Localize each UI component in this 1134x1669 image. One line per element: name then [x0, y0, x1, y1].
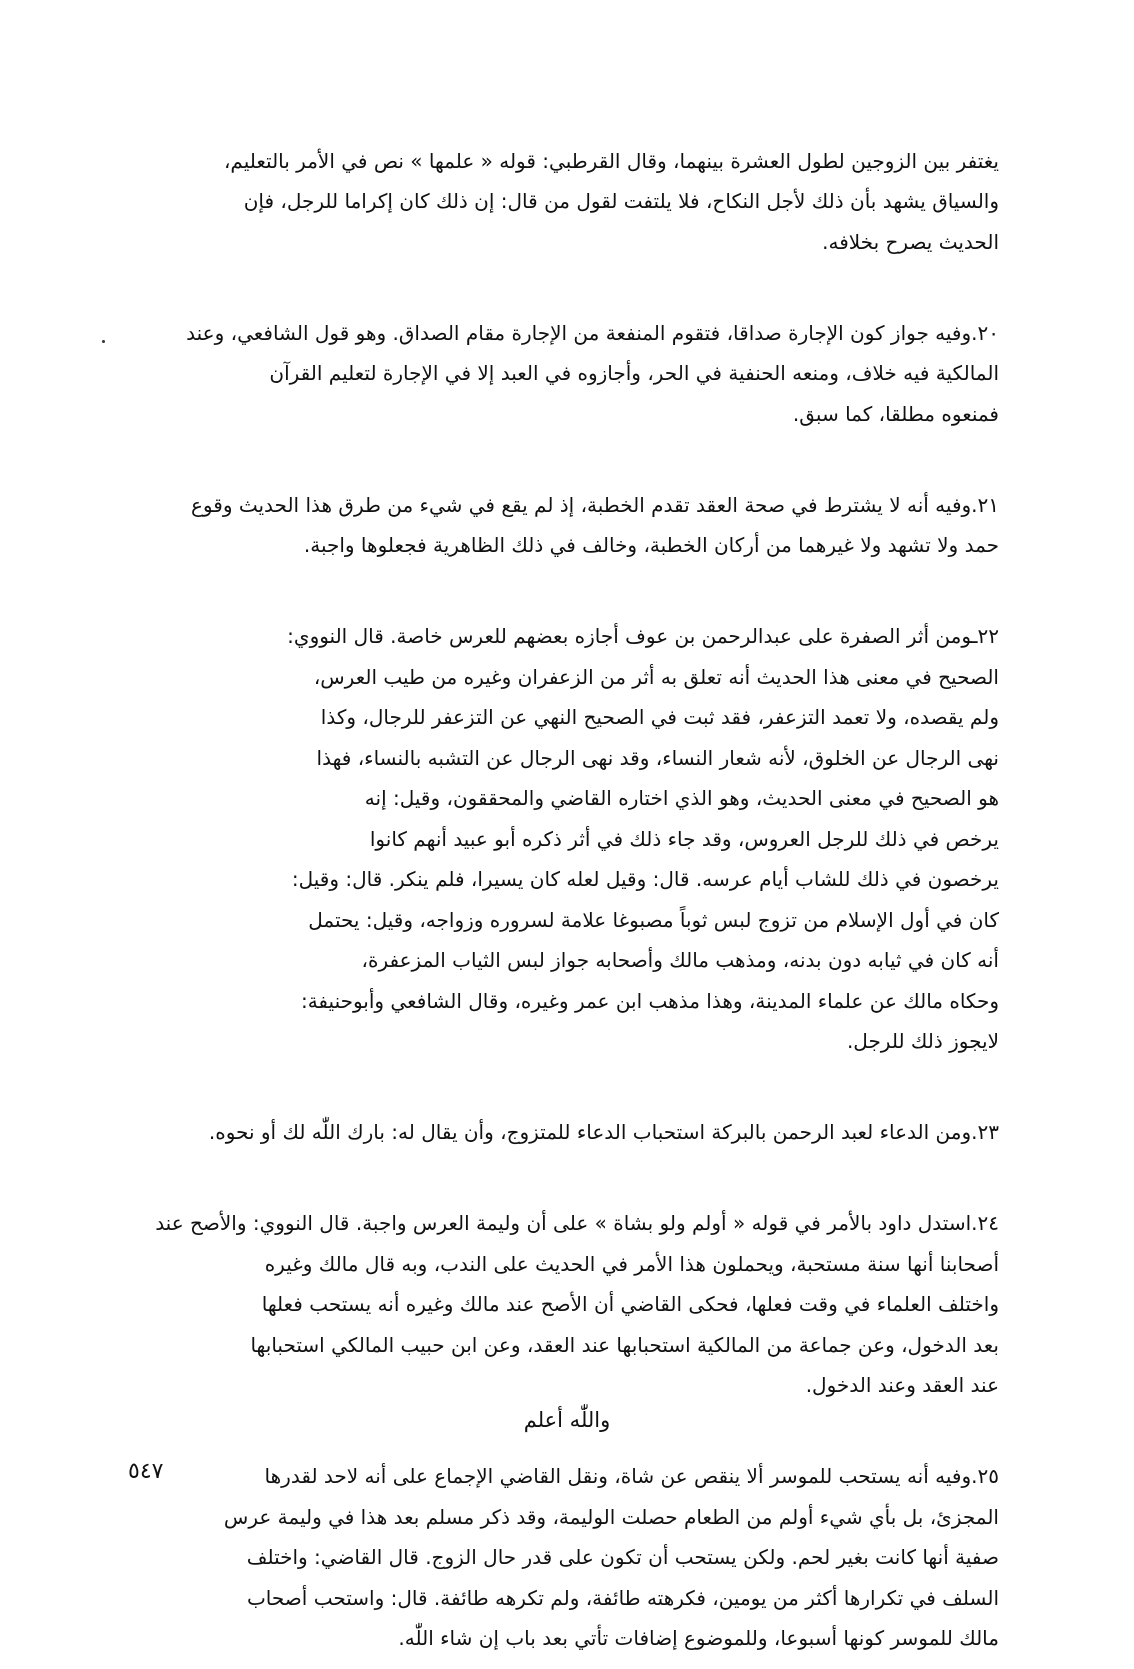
scan-speck	[102, 340, 105, 343]
paragraph-number: ٢٤.	[971, 1211, 999, 1235]
paragraph-continuation	[109, 100, 999, 262]
page-number: ٥٤٧	[128, 1459, 164, 1484]
paragraph-22	[109, 576, 999, 1062]
paragraph-24	[109, 1163, 999, 1406]
paragraph-text: وفيه جواز كون الإجارة صداقا، فتقوم المنفعة من الإجارة مقام الصداق. وهو قول الشافعي، وعند المالكية فيه خلاف، ومنعه الحنفية في الحر، وأجازوه في العبد إلا في الإجارة لتعليم القرآن فمنعوه مطلقا، كما سبق.	[186, 320, 999, 426]
paragraph-21	[109, 444, 999, 566]
paragraph-number: ٢٥.	[971, 1464, 999, 1488]
paragraph-number: ٢١.	[971, 492, 999, 517]
paragraph-text: وفيه أنه يستحب للموسر ألا ينقص عن شاة، ونقل القاضي الإجماع على أنه لاحد لقدرها المجزئ، بل بأي شيء أولم من الطعام حصلت الوليمة، وقد ذكر مسلم بعد هذا في وليمة عرس صفية أنها كانت بغير لحم. ولكن يستحب أن تكون على قدر حال الزوج. قال القاضي: واختلف السلف في تكرارها أكثر من يومين، فكرهته طائفة، ولم تكرهه طائفة. قال: واستحب أصحاب مالك للموسر كونها أسبوعا، وللموضوع إضافات تأتي بعد باب إن شاء اللّٰه.	[223, 1464, 999, 1650]
paragraph-25	[109, 1416, 999, 1659]
closing-phrase: واللّٰه أعلم	[523, 1408, 611, 1432]
paragraph-text: ومن أثر الصفرة على عبدالرحمن بن عوف أجازه بعضهم للعرس خاصة. قال النووي: الصحيح في معنى هذا الحديث أنه تعلق به أثر من الزعفران وغيره من طيب العرس، ولم يقصده، ولا تعمد التزعفر، فقد ثبت في الصحيح النهي عن التزعفر للرجال، وكذا نهى الرجال عن الخلوق، لأنه شعار النساء، وقد نهى الرجال عن التشبه بالنساء، فهذا هو الصحيح في معنى الحديث، وهو الذي اختاره القاضي والمحققون، وقيل: إنه يرخص في ذلك للرجل العروس، وقد جاء ذلك في أثر ذكره أبو عبيد أنهم كانوا يرخصون في ذلك للشاب أيام عرسه. قال: وقيل لعله كان يسيرا، فلم ينكر. قال: وقيل: كان في أول الإسلام من تزوج لبس ثوباً مصبوغا علامة لسروره وزواجه، وقيل: يحتمل أنه كان في ثيابه دون بدنه، ومذهب مالك وأصحابه جواز لبس الثياب المزعفرة، وحكاه مالك عن علماء المدينة، وهذا مذهب ابن عمر وغيره، وقال الشافعي وأبوحنيفة: لايجوز ذلك للرجل.	[287, 624, 999, 1053]
paragraph-text: ومن الدعاء لعبد الرحمن بالبركة استحباب الدعاء للمتزوج، وأن يقال له: بارك اللّٰه لك أو نحوه.	[208, 1120, 972, 1144]
paragraph-number: ٢٣.	[971, 1120, 999, 1144]
paragraph-text: وفيه أنه لا يشترط في صحة العقد تقدم الخطبة، إذ لم يقع في شيء من طرق هذا الحديث وقوع حمد ولا تشهد ولا غيرهما من أركان الخطبة، وخالف في ذلك الظاهرية فجعلوها واجبة.	[191, 492, 999, 557]
paragraph-number: ٢٢ـ	[971, 624, 999, 648]
paragraph-number: ٢٠.	[971, 320, 999, 345]
paragraph-20	[109, 272, 999, 434]
paragraph-23	[109, 1072, 999, 1153]
paragraph-text: استدل داود بالأمر في قوله « أولم ولو بشاة » على أن وليمة العرس واجبة. قال النووي: والأصح عند أصحابنا أنها سنة مستحبة، ويحملون هذا الأمر في الحديث على الندب، وبه قال مالك وغيره واختلف العلماء في وقت فعلها، فحكى القاضي أن الأصح عند مالك وغيره أنه يستحب فعلها بعد الدخول، وعن جماعة من المالكية استحبابها عند العقد، وعن ابن حبيب المالكي استحبابها عند العقد وعند الدخول.	[155, 1211, 999, 1397]
paragraph-text: يغتفر بين الزوجين لطول العشرة بينهما، وقال القرطبي: قوله « علمها » نص في الأمر بالتعليم، والسياق يشهد بأن ذلك لأجل النكاح، فلا يلتفت لقول من قال: إن ذلك كان إكراما للرجل، فإن الحديث يصرح بخلافه.	[223, 148, 999, 254]
